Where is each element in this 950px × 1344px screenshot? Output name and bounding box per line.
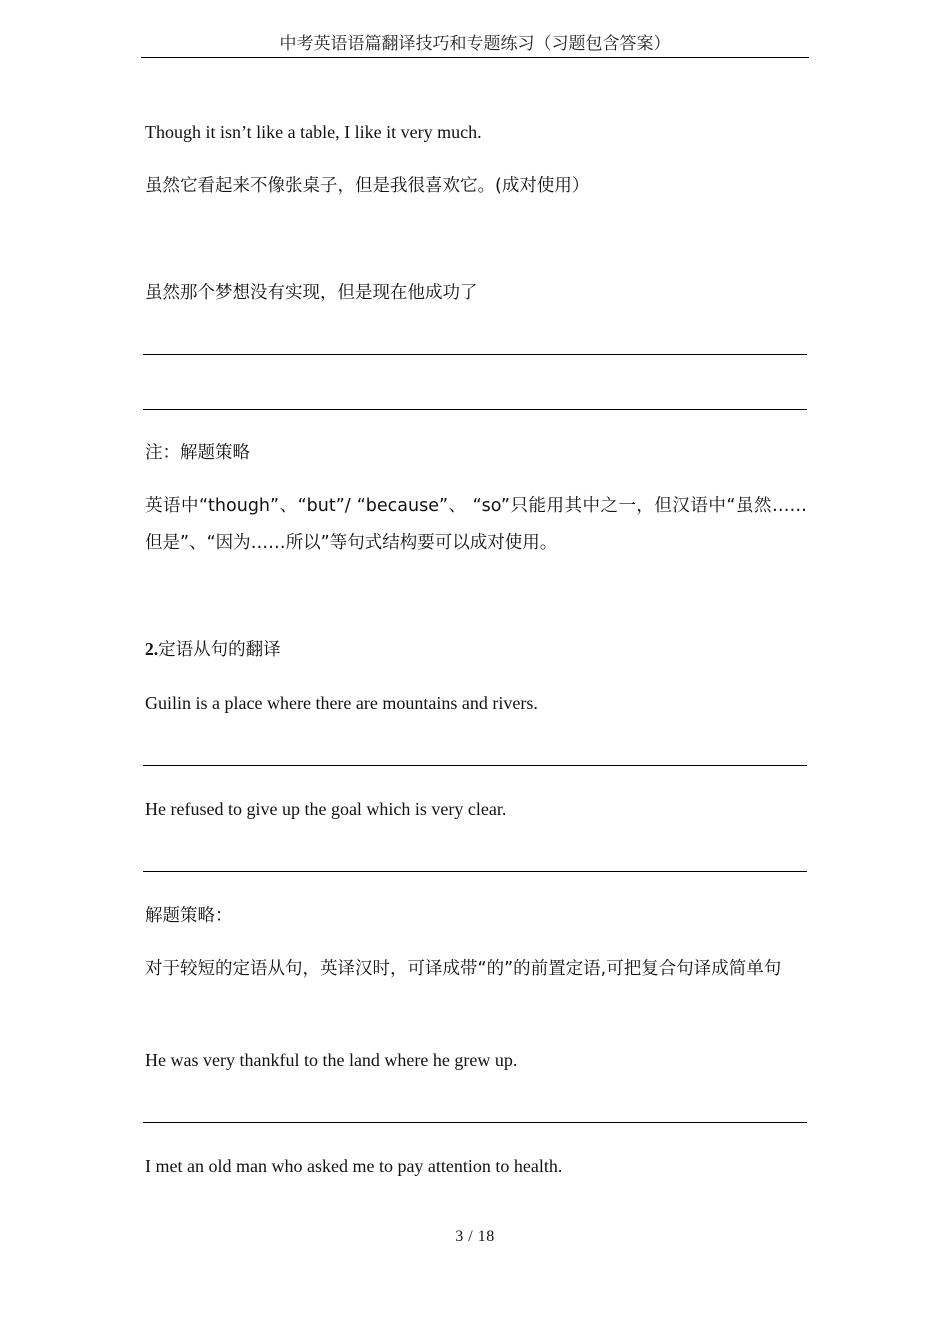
exercise-3-prompt: He refused to give up the goal which is very clear. <box>145 799 507 819</box>
answer-line-2 <box>143 409 807 410</box>
section-2-heading <box>145 637 807 662</box>
answer-line-3 <box>143 765 807 766</box>
answer-line-4 <box>143 871 807 872</box>
section-2-title: 定语从句的翻译 <box>158 640 281 660</box>
example-chinese-translation: 虽然它看起来不像张桌子，但是我很喜欢它。(成对使用） <box>145 176 590 196</box>
exercise-4-prompt: He was very thankful to the land where he grew up. <box>145 1050 518 1070</box>
exercise-5-prompt: I met an old man who asked me to pay attention to health. <box>145 1156 563 1176</box>
note-title: 注：解题策略 <box>145 443 250 463</box>
strategy-body: 对于较短的定语从句，英译汉时，可译成带“的”的前置定语,可把复合句译成简单句 <box>145 959 782 979</box>
strategy-title: 解题策略： <box>145 906 233 926</box>
header-divider <box>141 57 809 58</box>
example-english-sentence: Though it isn’t like a table, I like it very much. <box>145 122 482 142</box>
exercise-2-prompt: Guilin is a place where there are mountains and rivers. <box>145 693 538 713</box>
answer-line-1 <box>143 354 807 355</box>
note-body: 英语中“though”、“but”/ “because”、 “so”只能用其中之一，但汉语中“虽然……但是”、“因为……所以”等句式结构要可以成对使用。 <box>145 496 807 553</box>
section-2-number: 2. <box>145 639 159 659</box>
page-header-title: 中考英语语篇翻译技巧和专题练习（习题包含答案） <box>279 34 671 53</box>
page-number: 3 / 18 <box>455 1228 495 1245</box>
exercise-1-prompt: 虽然那个梦想没有实现，但是现在他成功了 <box>145 283 478 303</box>
answer-line-5 <box>143 1122 807 1123</box>
